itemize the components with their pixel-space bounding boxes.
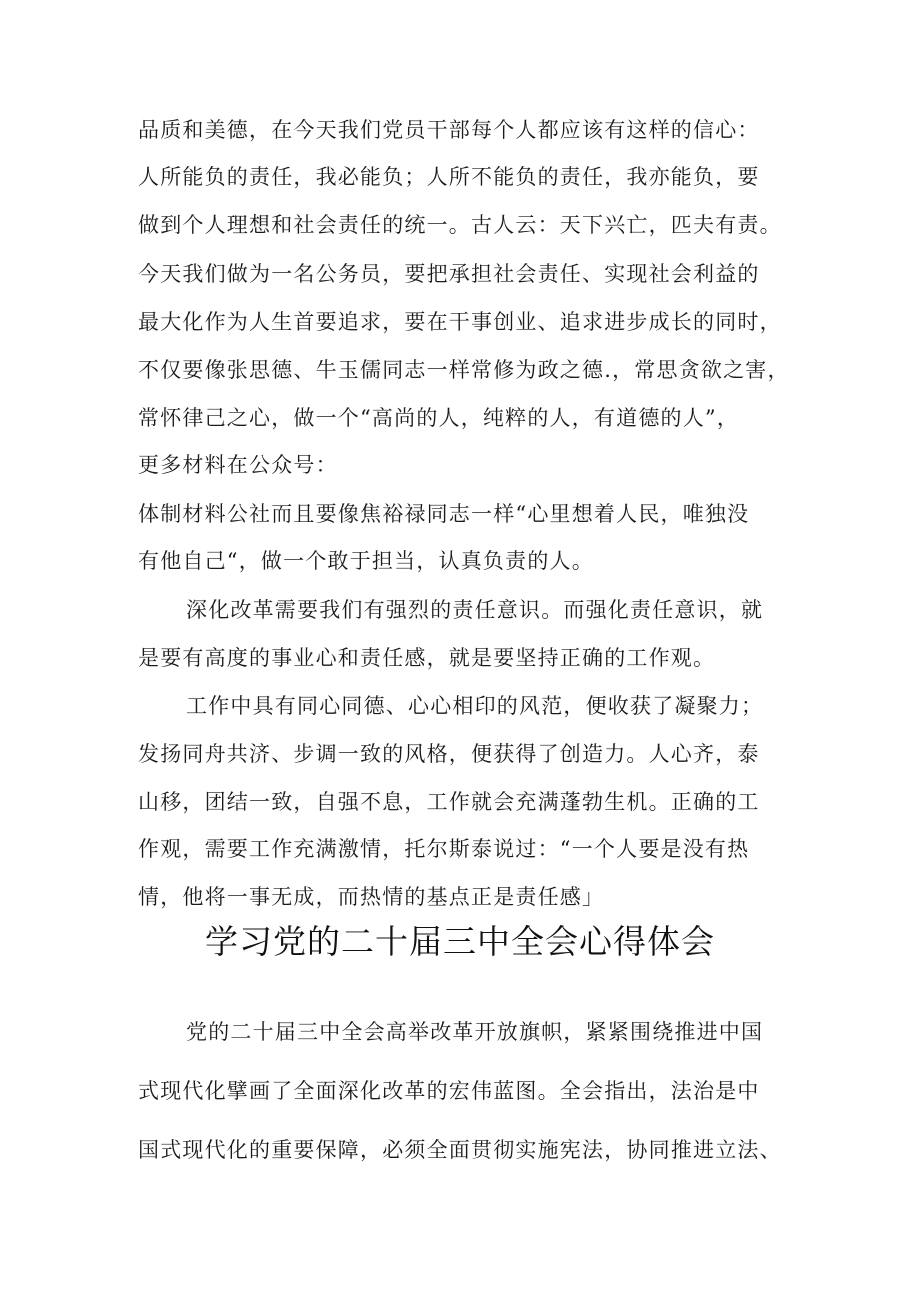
text-line: 最大化作为人生首要追求，要在干事创业、追求进步成长的同时， — [138, 310, 782, 334]
text-line: 作观，需要工作充满激情，托尔斯泰说过：“一个人要是没有热 — [138, 837, 750, 861]
paragraph-first-line: 工作中具有同心同德、心心相印的风范，便收获了凝聚力； — [186, 694, 764, 718]
paragraph-first-line: 深化改革需要我们有强烈的责任意识。而强化责任意识，就 — [186, 598, 764, 622]
text-line: 国式现代化的重要保障，必须全面贯彻实施宪法，协同推进立法、 — [138, 1138, 782, 1162]
text-line: 体制材料公社而且要像焦裕禄同志一样“心里想着人民，唯独没 — [138, 502, 750, 526]
text-line: 发扬同舟共济、步调一致的风格，便获得了创造力。人心齐，泰 — [138, 742, 760, 766]
text-line: 常怀律己之心，做一个“高尚的人，纯粹的人，有道德的人”， — [138, 406, 740, 430]
text-line: 做到个人理想和社会责任的统一。古人云：天下兴亡，匹夫有责。 — [138, 213, 782, 237]
text-line: 式现代化擘画了全面深化改革的宏伟蓝图。全会指出，法治是中 — [138, 1079, 760, 1103]
section-title: 学习党的二十届三中全会心得体会 — [205, 922, 715, 961]
text-line: 有他自己“，做一个敢于担当，认真负责的人。 — [138, 549, 594, 573]
text-line: 不仅要像张思德、牛玉儒同志一样常修为政之德.，常思贪欲之害， — [138, 358, 790, 382]
text-line: 人所能负的责任，我必能负；人所不能负的责任，我亦能负，要 — [138, 165, 760, 189]
text-line: 今天我们做为一名公务员，要把承担社会责任、实现社会利益的 — [138, 262, 760, 286]
text-line: 是要有高度的事业心和责任感，就是要坚持正确的工作观。 — [138, 646, 716, 670]
text-line: 情，他将一事无成，而热情的基点正是责任感」 — [138, 885, 605, 909]
text-line: 山移，团结一致，自强不息，工作就会充满蓬勃生机。正确的工 — [138, 790, 760, 814]
text-line: 品质和美德，在今天我们党员干部每个人都应该有这样的信心： — [138, 118, 760, 142]
text-line: 更多材料在公众号： — [138, 453, 338, 477]
paragraph-first-line: 党的二十届三中全会高举改革开放旗帜，紧紧围绕推进中国 — [186, 1020, 764, 1044]
